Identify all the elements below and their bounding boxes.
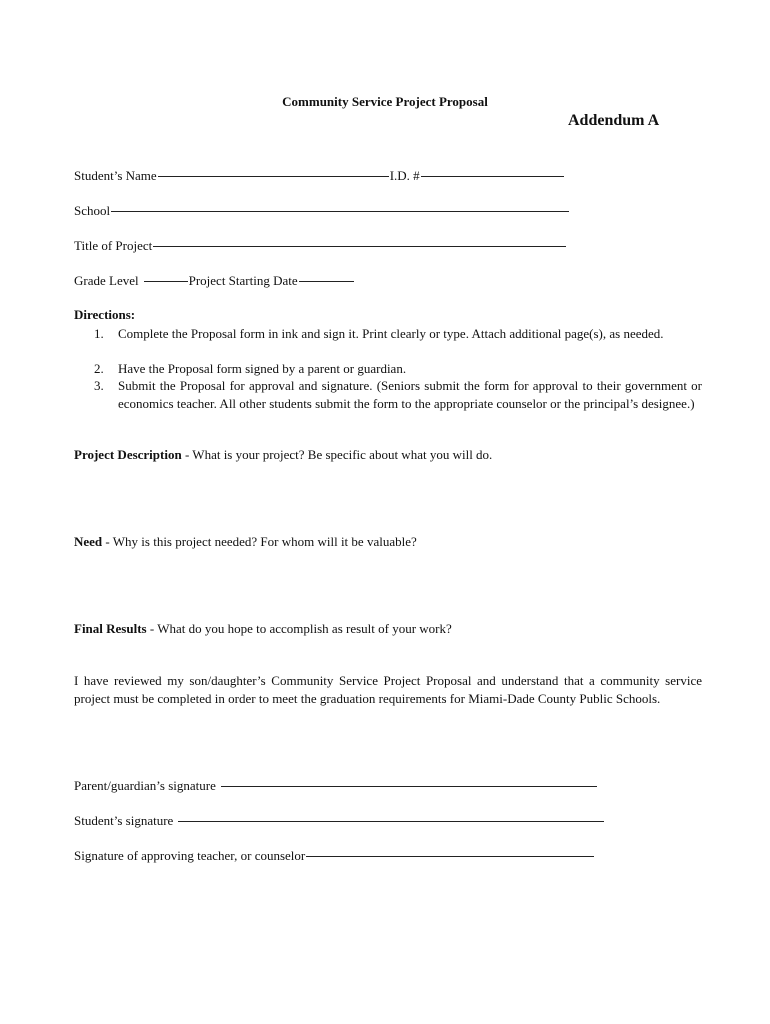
school-field[interactable]: [111, 210, 569, 212]
parent-signature-field[interactable]: [221, 785, 597, 787]
school-row: [74, 203, 570, 219]
need-prompt: [74, 534, 417, 550]
parent-statement: I have reviewed my son/daughter’s Community Service Project Proposal and understand that a community service project must be completed in order to meet the graduation requirements for Miami-Dade County Public Schools.: [74, 673, 702, 706]
project-start-field[interactable]: [299, 280, 354, 282]
student-signature-row: [74, 813, 605, 829]
final-results-prompt: [74, 621, 452, 637]
school-label: School: [74, 203, 111, 218]
teacher-signature-label: Signature of approving teacher, or counselor: [74, 848, 306, 863]
need-text: - Why is this project needed? For whom will it be valuable?: [102, 534, 417, 549]
direction-text: Submit the Proposal for approval and signature. (Seniors submit the form for approval to their government or economics teacher. All other students submit the form to the appropriate counselor or the principal’s designee.): [118, 378, 702, 411]
direction-number: 1.: [94, 326, 104, 341]
parent-signature-label: Parent/guardian’s signature: [74, 778, 216, 793]
grade-level-row: [74, 273, 355, 289]
project-start-label: Project Starting Date: [188, 273, 298, 288]
project-description-prompt: [74, 447, 492, 463]
parent-signature-row: [74, 778, 598, 794]
direction-number: 3.: [94, 378, 104, 393]
grade-level-field[interactable]: [144, 280, 188, 282]
directions-heading: Directions:: [74, 307, 136, 322]
student-signature-label: Student’s signature: [74, 813, 174, 828]
id-field[interactable]: [421, 175, 564, 177]
id-label: I.D. #: [389, 168, 420, 183]
project-description-text: - What is your project? Be specific about what you will do.: [181, 447, 493, 462]
title-of-project-field[interactable]: [153, 245, 566, 247]
direction-number: 2.: [94, 361, 104, 376]
final-results-text: - What do you hope to accomplish as result of your work?: [146, 621, 452, 636]
addendum-label: Addendum A: [568, 112, 660, 129]
form-title: Community Service Project Proposal: [282, 94, 488, 109]
direction-item: [94, 377, 702, 412]
title-of-project-label: Title of Project: [74, 238, 153, 253]
teacher-signature-field[interactable]: [306, 855, 594, 857]
title-of-project-row: [74, 238, 567, 254]
final-results-label: Final Results: [74, 621, 147, 636]
student-name-label: Student’s Name: [74, 168, 157, 183]
student-name-field[interactable]: [158, 175, 389, 177]
direction-text: Have the Proposal form signed by a parent or guardian.: [118, 361, 407, 376]
direction-text: Complete the Proposal form in ink and sign it. Print clearly or type. Attach additional page(s), as needed.: [118, 326, 664, 341]
student-signature-field[interactable]: [178, 820, 604, 822]
need-label: Need: [74, 534, 103, 549]
direction-item: [94, 325, 702, 343]
direction-item: [94, 360, 702, 378]
student-name-row: [74, 168, 565, 184]
grade-level-label: Grade Level: [74, 273, 139, 288]
project-description-label: Project Description: [74, 447, 182, 462]
teacher-signature-row: [74, 848, 595, 864]
